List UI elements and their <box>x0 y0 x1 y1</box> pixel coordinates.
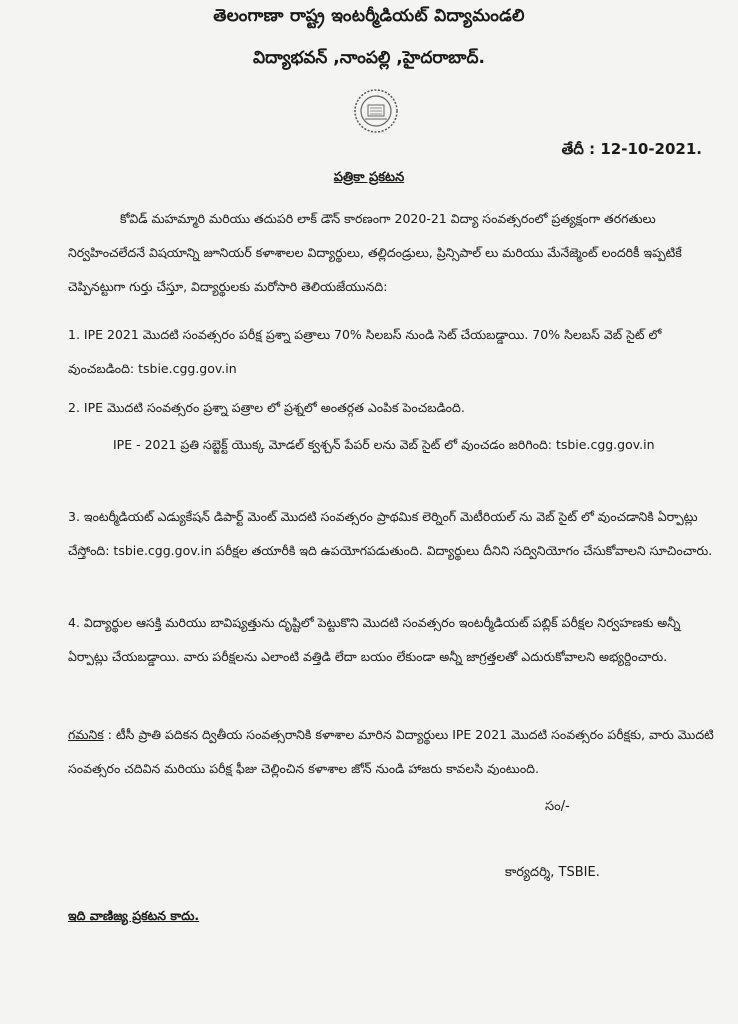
board-seal-logo <box>353 88 399 134</box>
point-3-paragraph: 3. ఇంటర్మీడియట్ ఎడ్యుకేషన్ డిపార్ట్ మెంట్ మొదటి సంవత్సరం ప్రాథమిక లెర్నింగ్ మెటీరియల్ ను వెబ్ సైట్ లో వుంచడానికి ఏర్పాట్లు చేస్తోంది: tsbie.cgg.gov.in పరీక్షల తయారీకి ఇది ఉపయోగపడుతుంది. విద్యార్థులు దీనిని సద్వినియోగం చేసుకోవాలని సూచించారు. <box>68 509 713 558</box>
signatory-title: కార్యదర్శి, TSBIE. <box>505 865 600 880</box>
model-papers-paragraph: IPE - 2021 ప్రతి సబ్జెక్ట్ యొక్క మోడల్ క్వశ్చన్ పేపర్ లను వెబ్ సైట్ లో వుంచడం జరిగింది: tsbie.cgg.gov.in <box>113 437 655 452</box>
point-2-paragraph: 2. IPE మొదటి సంవత్సరం ప్రశ్నా పత్రాల లో ప్రశ్నలో అంతర్గత ఎంపిక పెంచబడింది. <box>68 400 465 415</box>
intro-paragraph: కోవిడ్ మహమ్మారి మరియు తదుపరి లాక్ డౌన్ కారణంగా 2020-21 విద్యా సంవత్సరంలో ప్రత్యక్షంగా తరగతులు నిర్వహించలేదనే విషయాన్ని జూనియర్ కళాశాలల విద్యార్థులు, తల్లిదండ్రులు, ప్రిన్సిపాల్ లు మరియు మేనేజ్మెంట్ లందరికీ ఇప్పటికే చెప్పినట్టుగా గుర్తు చేస్తూ, విద్యార్థులకు మరోసారి తెలియజేయునది: <box>68 211 682 294</box>
point-1-paragraph: 1. IPE 2021 మొదటి సంవత్సరం పరీక్ష ప్రశ్నా పత్రాలు 70% సిలబస్ నుండి సెట్ చేయబడ్డాయి. 70% సిలబస్ వెబ్ సైట్ లో వుంచబడింది: tsbie.cgg.gov.in <box>68 327 662 376</box>
signature-mark: సం/- <box>545 799 570 814</box>
note-text: : టీసీ ప్రాతి పదికన ద్వితీయ సంవత్సరానికి కళాశాల మారిన విద్యార్థులు IPE 2021 మొదటి సంవత్సరం పరీక్షకు, వారు మొదటి సంవత్సరం చదివిన మరియు పరీక్ష ఫీజు చెల్లించిన కళాశాల జోన్ నుండి హాజరు కావలసి వుంటుంది. <box>68 727 714 776</box>
point-4-paragraph: 4. విద్యార్థుల ఆసక్తి మరియు బావిష్యత్తును దృష్టిలో పెట్టుకొని మొదటి సంవత్సరం ఇంటర్మీడియట్ పబ్లిక్ పరీక్షల నిర్వహణకు అన్నీ ఏర్పాట్లు చేయబడ్డాయి. వారు పరీక్షలను ఎలాంటి వత్తిడి లేదా బయం లేకుండా అన్నీ జాగ్రత్తలతో ఎదురుకోవాలని అభ్యర్దించారు. <box>68 615 681 664</box>
board-name-heading: తెలంగాణా రాష్ట్ర ఇంటర్మీడియట్ విద్యామండలి <box>213 6 525 26</box>
note-label: గమనిక <box>68 727 104 742</box>
board-address-heading: విద్యాభవన్ ,నాంపల్లి ,హైదరాబాద్. <box>253 48 485 68</box>
press-release-title: పత్రికా ప్రకటన <box>333 170 405 185</box>
non-commercial-disclaimer: ఇది వాణిజ్య ప్రకటన కాదు. <box>68 908 200 923</box>
note-paragraph <box>68 718 718 786</box>
release-date: తేదీ : 12-10-2021. <box>561 140 702 158</box>
